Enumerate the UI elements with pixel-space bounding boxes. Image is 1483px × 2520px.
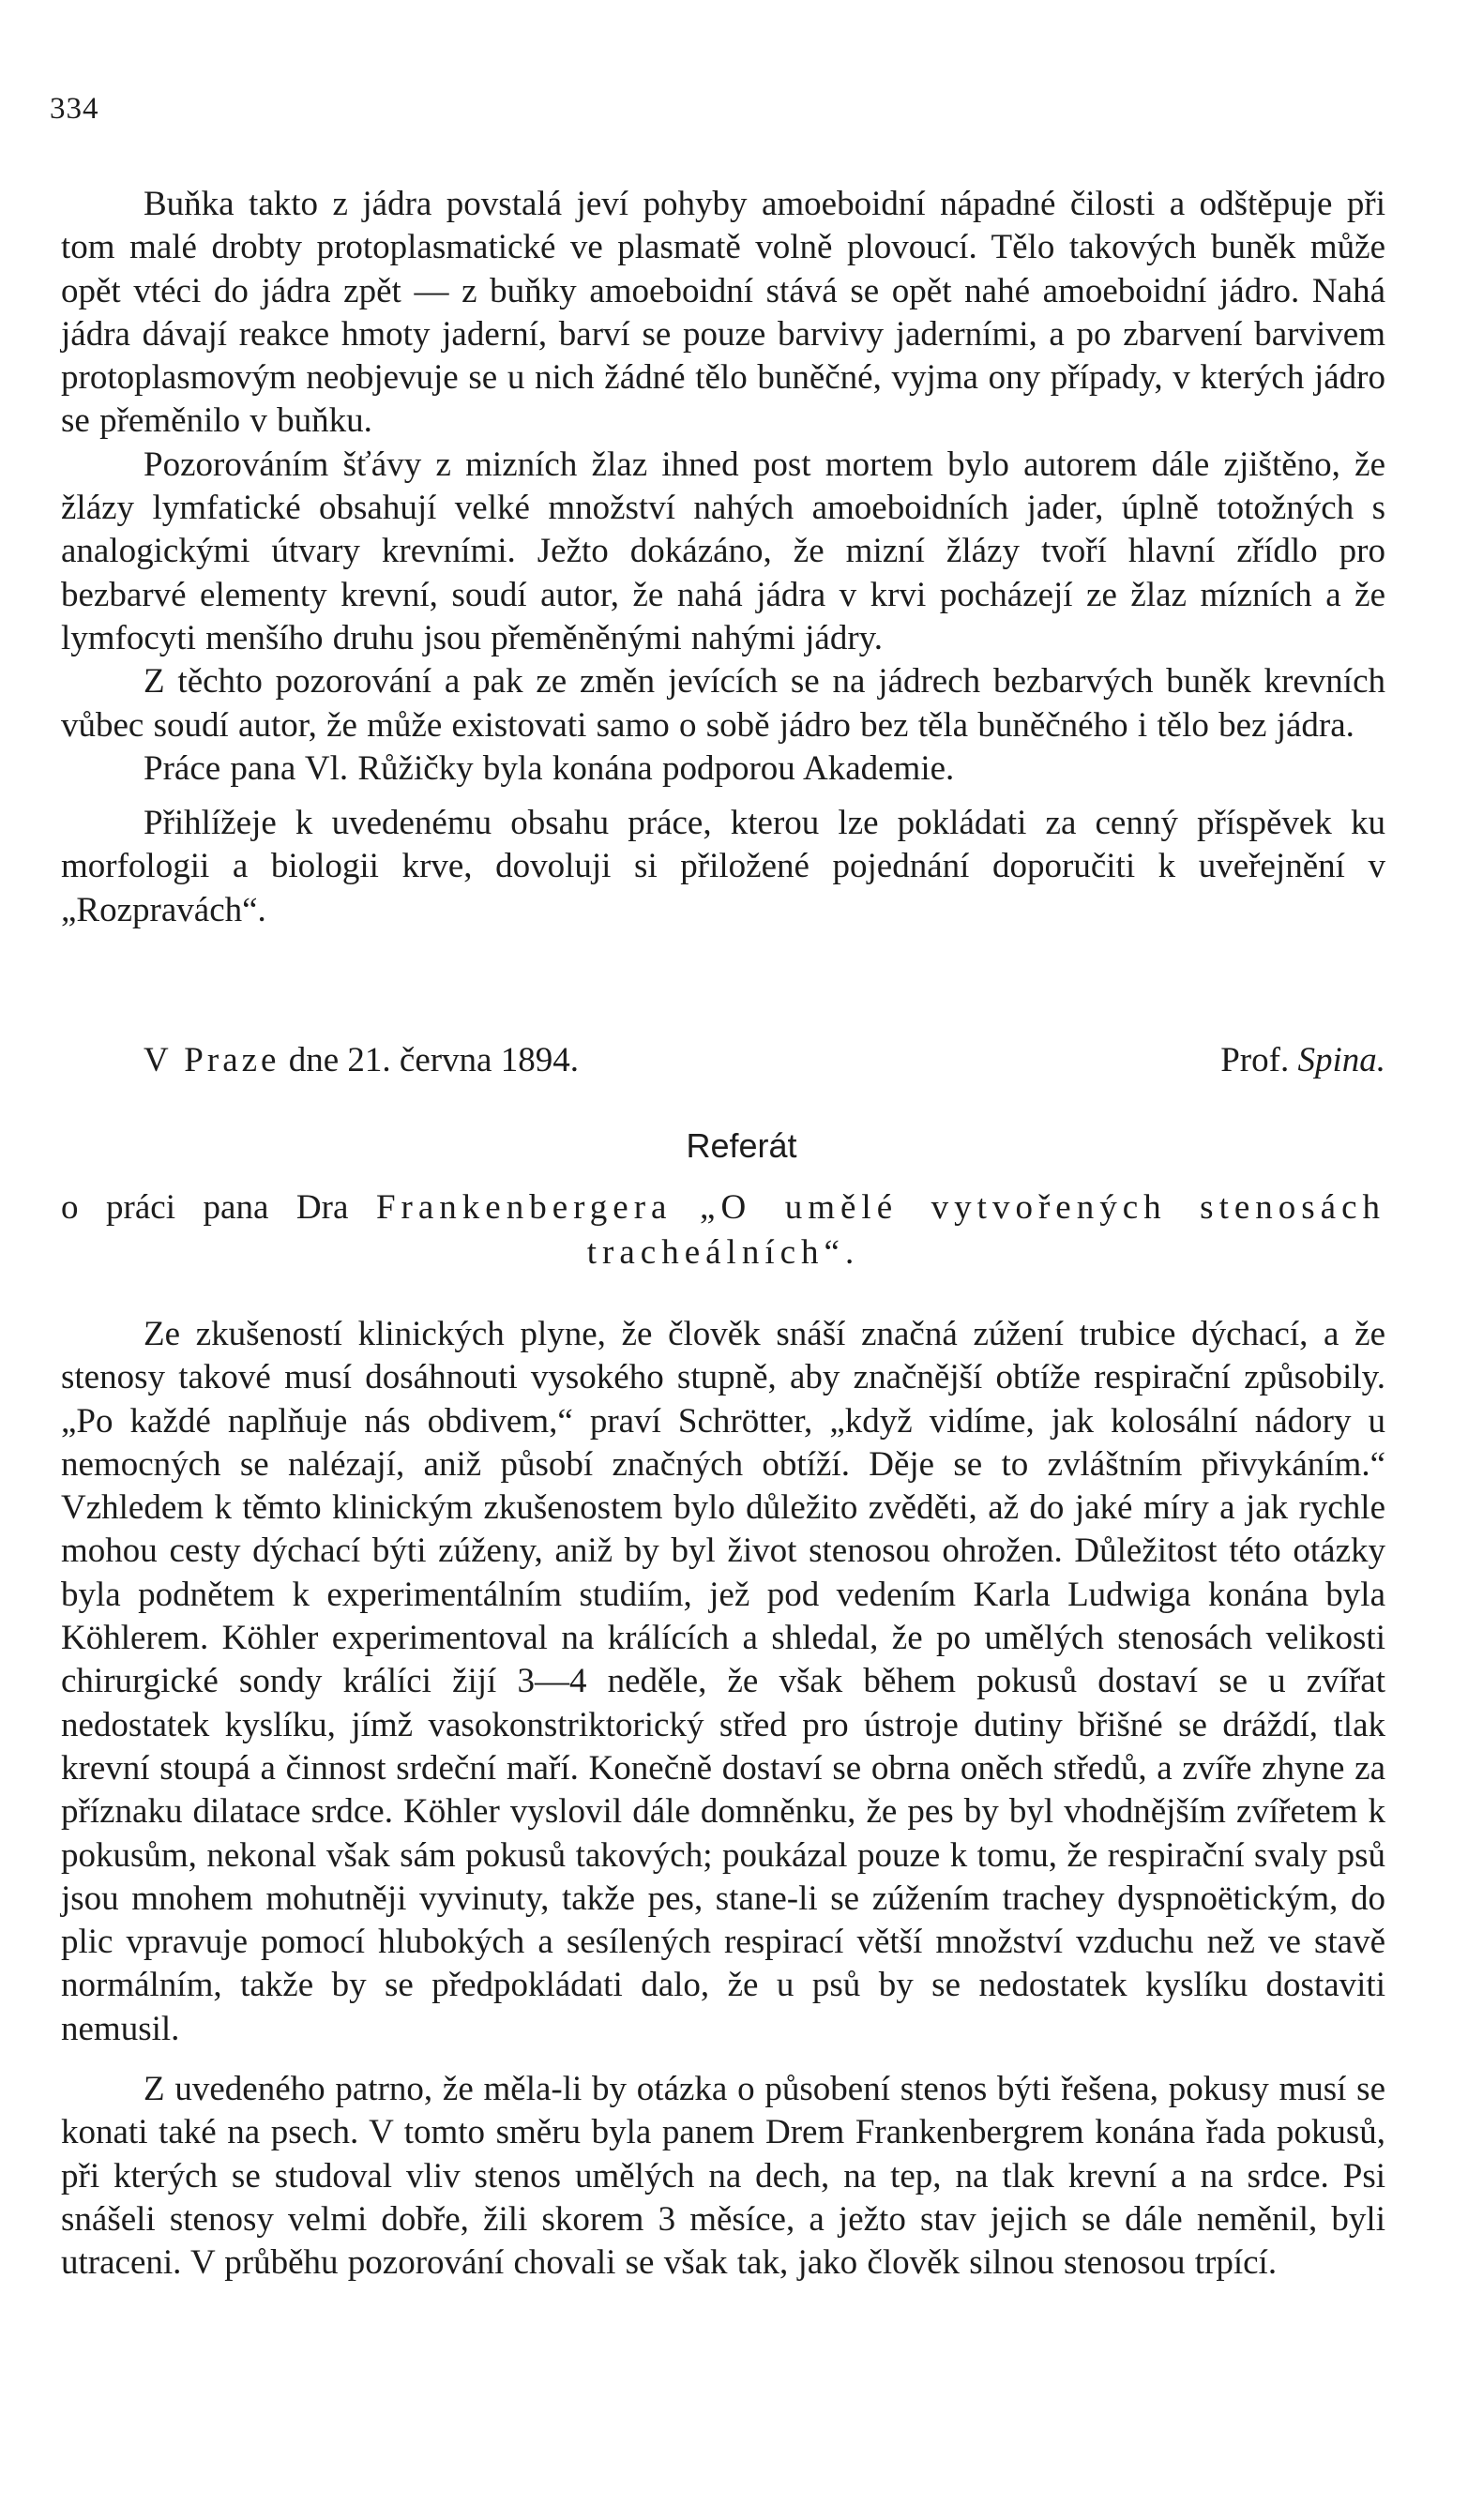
paragraph: Z těchto pozorování a pak ze změn jevících se na jádrech bezbarvých buněk krevních vůbec soudí autor, že může existovati samo o sobě jádro bez těla buněčného i tělo bez jádra. (61, 662, 1385, 745)
paragraph: Ze zkušeností klinických plyne, že člověk snáší značná zúžení trubice dýchací, a že stenosy takové musí dosáhnouti vysokého stupně, aby značnější obtíže respirační způsobily. „Po každé naplňuje nás obdivem,“ praví Schrötter, „když vidíme, jak kolosální nádory u nemocných se nalézají, aniž působí značných obtíží. Děje se to zvláštním přivykáním.“ Vzhledem k těmto klinickým zkušenostem bylo důležito zvěděti, až do jaké míry a jak rychle mohou cesty dýchací býti zúženy, aniž by byl život stenosou ohrožen. Důležitost této otázky byla podnětem k experimentálním studiím, jež pod vedením Karla Ludwiga konána byla Köhlerem. Köhler experimentoval na králících a shledal, že po umělých stenosách velikosti chirurgické sondy králíci žijí 3—4 neděle, že však během pokusů dostaví se u zvířat nedostatek kyslíku, jímž vasokonstriktorický střed pro ústroje dutiny břišné se dráždí, tlak krevní stoupá a činnost srdeční maří. Konečně dostaví se obrna oněch středů, a zvíře zhyne za příznaku dilatace srdce. Köhler vyslovil dále domněnku, že pes by byl vhodnějším zvířetem k pokusům, nekonal však sám pokusů takových; poukázal pouze k tomu, že respirační svaly psů jsou mnohem mohutněji vyvinuty, takže pes, stane-li se zúžením trachey dyspnoëtickým, do plic vpravuje pomocí hlubokých a sesílených respirací větší množství vzduchu než ve stavě normálním, takže by se předpokládati dalo, že u psů by se nedostatek kyslíku dostaviti nemusil. (61, 1315, 1385, 2048)
signature-title: Prof. (1220, 1041, 1290, 1079)
section-title: Referát (686, 1126, 797, 1165)
signature-name: Spina. (1297, 1041, 1385, 1079)
paragraph: Přihlížeje k uvedenému obsahu práce, kterou lze pokládati za cenný příspěvek ku morfologii a biologii krve, dovoluji si přiložené pojednání doporučiti k uveřejnění v „Rozpravách“. (61, 804, 1385, 929)
subtitle-work: „O umělé vytvořených stenosách tracheálních“. (586, 1188, 1386, 1272)
page-number: 334 (50, 92, 99, 126)
date: dne 21. června 1894. (288, 1041, 579, 1079)
section-subtitle (61, 1185, 1385, 1275)
subtitle-author: Frankenbergera (375, 1188, 673, 1227)
paragraph: Z uvedeného patrno, že měla-li by otázka o působení stenos býti řešena, pokusy musí se konati také na psech. V tomto směru byla panem Drem Frankenbergrem konána řada pokusů, při kterých se studoval vliv stenos umělých na dech, na tep, na tlak krevní a na srdce. Psi snášeli stenosy velmi dobře, žili skorem 3 měsíce, a ježto stav jejich se dále neměnil, byli utraceni. V průběhu pozorování chovali se však tak, jako člověk silnou stenosou trpící. (61, 2070, 1385, 2283)
subtitle-intro: o práci pana Dra (61, 1188, 349, 1227)
report-continuation (61, 183, 1385, 932)
place: V Praze (144, 1041, 280, 1079)
paragraph: Pozorováním šťávy z mizních žlaz ihned post mortem bylo autorem dále zjištěno, že žlázy lymfatické obsahují velké množství nahých amoeboidních jader, úplně totožných s analogickými útvary krevními. Ježto dokázáno, že mizní žlázy tvoří hlavní zřídlo pro bezbarvé elementy krevní, soudí autor, že nahá jádra v krvi pocházejí ze žlaz mízních a že lymfocyti menšího druhu jsou přeměněnými nahými jádry. (61, 445, 1385, 657)
place-and-date (144, 1037, 579, 1084)
paragraph: Práce pana Vl. Růžičky byla konána podporou Akademie. (144, 748, 955, 788)
paragraph: Buňka takto z jádra povstalá jeví pohyby amoeboidní nápadné čilosti a odštěpuje při tom malé drobty protoplasmatické ve plasmatě volně plovoucí. Tělo takových buněk může opět vtéci do jádra zpět — z buňky amoeboidní stává se opět nahé amoeboidní jádro. Nahá jádra dávají reakce hmoty jaderní, barví se pouze barvivy jaderními, a po zbarvení barvivem protoplasmovým neobjevuje se u nich žádné tělo buněčné, vyjma ony případy, v kterých jádro se přeměnilo v buňku. (61, 185, 1385, 441)
signature (1220, 1037, 1385, 1084)
report-body (61, 1313, 1385, 2286)
